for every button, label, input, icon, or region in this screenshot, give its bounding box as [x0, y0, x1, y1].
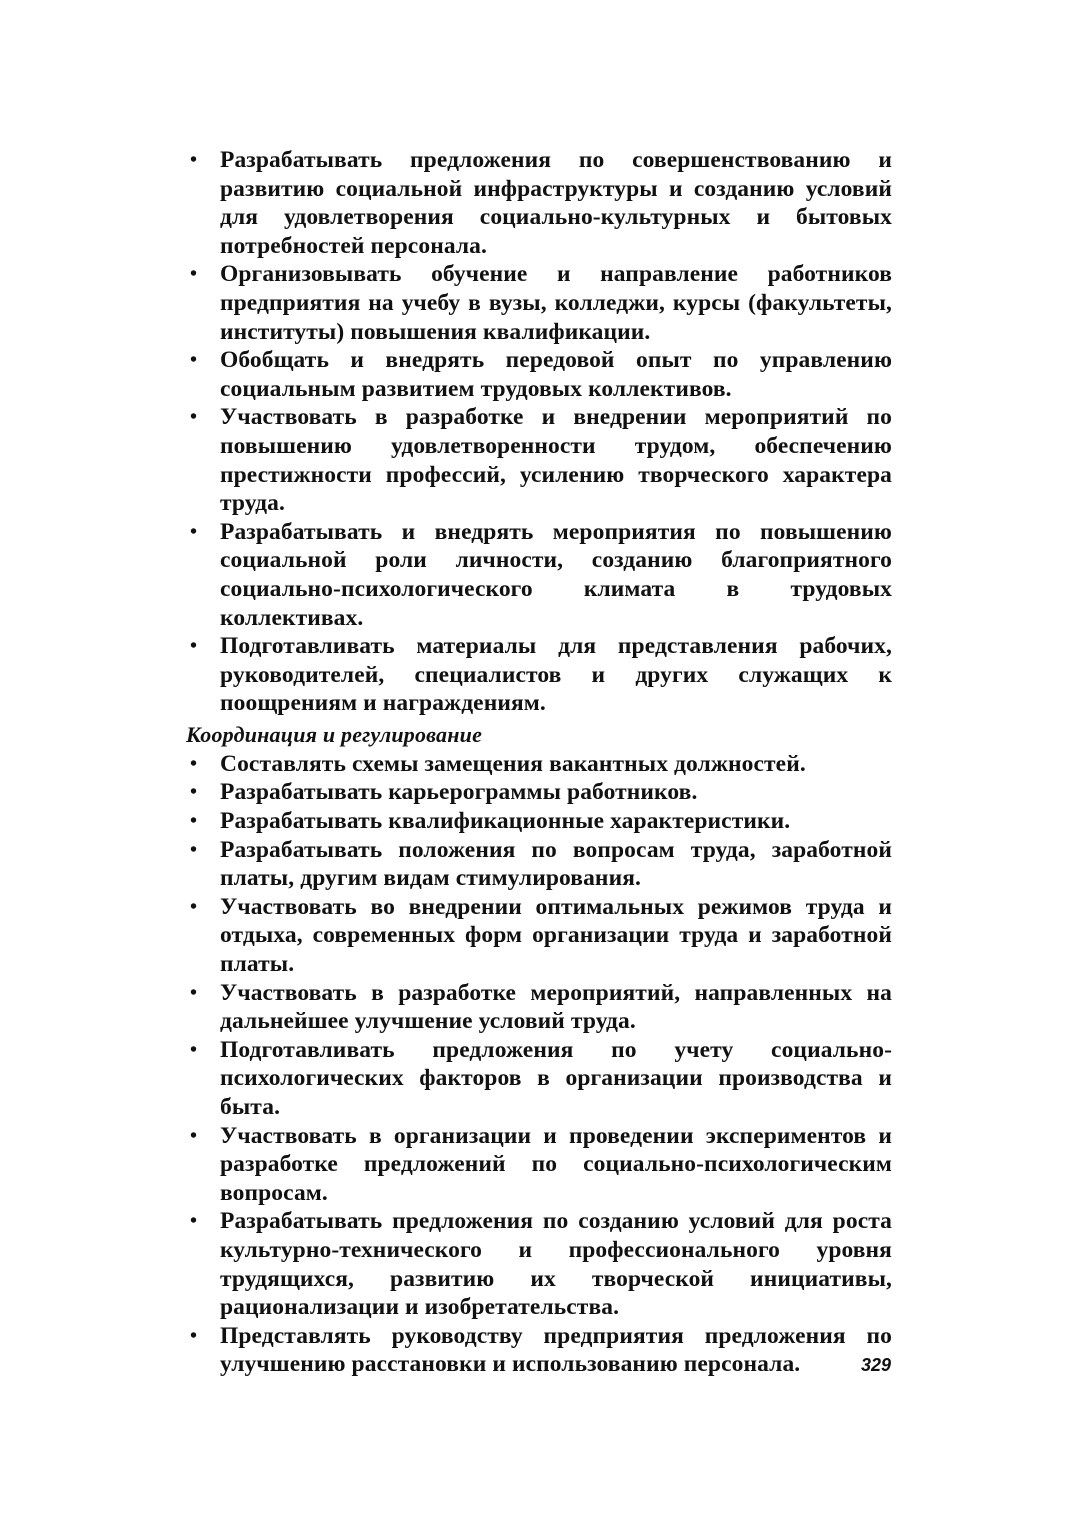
list-item: • Участвовать во внедрении оптимальных режимов труда и отдыха, современных форм организации труда и заработной платы. — [186, 893, 892, 979]
page-number: 329 — [860, 1355, 891, 1375]
list-item: • Разрабатывать предложения по совершенствованию и развитию социальной инфраструктуры и созданию условий для удовлетворения социально-культурных и бытовых потребностей персонала. — [186, 146, 892, 260]
list-item: • Разрабатывать предложения по созданию условий для роста культурно-технического и профессионального уровня трудящихся, развитию их творческой инициативы, рационализации и изобретательства. — [186, 1207, 892, 1321]
list-item: • Разрабатывать положения по вопросам труда, заработной платы, другим видам стимулирования. — [186, 836, 892, 893]
page-body — [186, 146, 892, 1379]
list-item: • Разрабатывать карьерограммы работников. — [186, 778, 892, 807]
list-item: • Разрабатывать и внедрять мероприятия по повышению социальной роли личности, созданию благоприятного социально-психологического климата в трудовых коллективах. — [186, 518, 892, 632]
list-item: • Разрабатывать квалификационные характеристики. — [186, 807, 892, 836]
list-item: • Участвовать в разработке мероприятий, направленных на дальнейшее улучшение условий труда. — [186, 979, 892, 1036]
list-item: • Составлять схемы замещения вакантных должностей. — [186, 750, 892, 779]
section-heading: Координация и регулирование — [186, 721, 483, 747]
bullet-list-section1 — [186, 146, 892, 718]
list-item: • Организовывать обучение и направление работников предприятия на учебу в вузы, колледжи, курсы (факультеты, институты) повышения квалификации. — [186, 260, 892, 346]
list-item: • Обобщать и внедрять передовой опыт по управлению социальным развитием трудовых коллективов. — [186, 346, 892, 403]
list-item: • Подготавливать материалы для представления рабочих, руководителей, специалистов и других служащих к поощрениям и награждениям. — [186, 632, 892, 718]
list-item: • Подготавливать предложения по учету социально-психологических факторов в организации производства и быта. — [186, 1036, 892, 1122]
bullet-list-section2 — [186, 750, 892, 1379]
list-item: • Представлять руководству предприятия предложения по улучшению расстановки и использованию персонала. — [186, 1322, 892, 1379]
list-item: • Участвовать в организации и проведении экспериментов и разработке предложений по социально-психологическим вопросам. — [186, 1122, 892, 1208]
list-item: • Участвовать в разработке и внедрении мероприятий по повышению удовлетворенности трудом, обеспечению престижности профессий, усилению творческого характера труда. — [186, 403, 892, 517]
